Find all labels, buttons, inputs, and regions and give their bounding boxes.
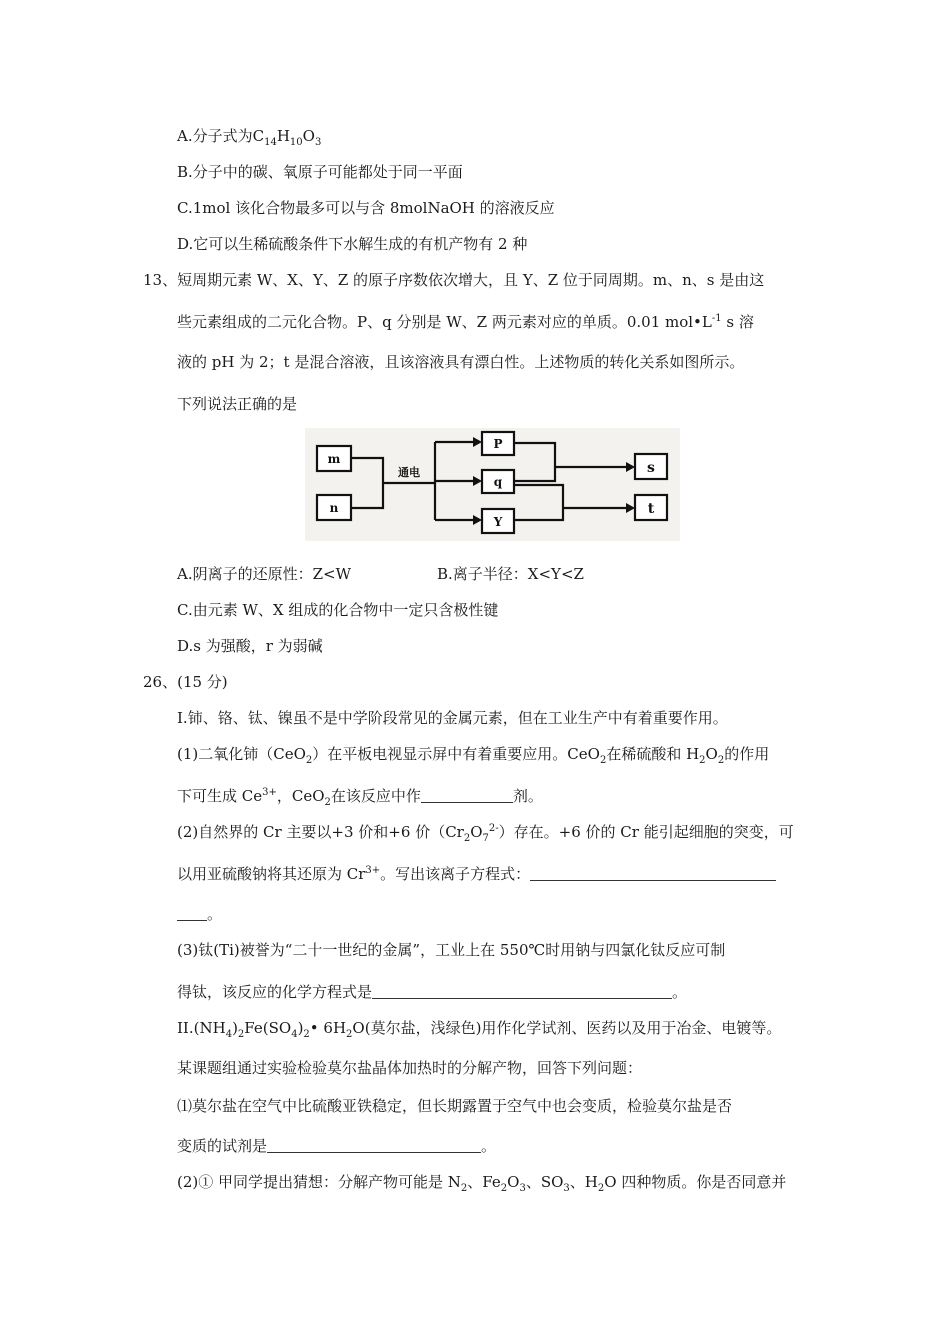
q26-header — [143, 672, 228, 692]
label-condition: 通电 — [398, 466, 420, 479]
q26-s1-line-2: 下可生成 $Ce^{3+}$，CeO$_2$在该反应中作 剂。 — [177, 787, 543, 808]
q13-stem-line-3: 液的 pH 为 2；t 是混合溶液，且该溶液具有漂白性。上述物质的转化关系如图所示。 — [177, 353, 745, 371]
q26-part2-line-2: 某课题组通过实验检验莫尔盐晶体加热时的分解产物，回答下列问题： — [177, 1059, 643, 1077]
answer-blank[interactable] — [421, 788, 513, 803]
q12-option-a: A.分子式为$C_{14}H_{10}O_3$ — [177, 127, 322, 148]
answer-blank[interactable] — [267, 1138, 481, 1153]
q26-part2-line-1: $II.(NH_4)_2Fe(SO_4)_2•$ $6H_2O$(莫尔盐，浅绿色)用作化学试剂、医药以及用于冶金、电镀等。 — [177, 1019, 782, 1040]
conversion-diagram — [305, 428, 680, 541]
q26-score: (15 分) — [177, 673, 228, 691]
q26-s2-line-2: 以用亚硫酸钠将其还原为 $Cr^{3+}$。写出该离子方程式： — [177, 864, 776, 884]
q26-s2-line-1: (2)自然界的 Cr 主要以+3 价和+6 价$(Cr_2O_7^{2-})$存在。+6 价的 Cr 能引起细胞的突变，可 — [177, 823, 794, 844]
q26-p1-line-1: ⑴莫尔盐在空气中比硫酸亚铁稳定，但长期露置于空气中也会变质，检验莫尔盐是否 — [177, 1097, 733, 1115]
answer-blank[interactable] — [372, 984, 672, 999]
q13-number: 13、 — [143, 271, 178, 289]
label-r: Y — [493, 515, 503, 529]
q26-p1-line-2: 变质的试剂是 。 — [177, 1137, 497, 1155]
q13-stem-line-4: 下列说法正确的是 — [177, 395, 298, 413]
q13-option-b: B.离子半径：X<Y<Z — [437, 565, 584, 583]
q12-option-d: D.它可以生稀硫酸条件下水解生成的有机产物有 2 种 — [177, 235, 528, 253]
label-q: q — [493, 475, 503, 489]
label-m: m — [327, 452, 341, 466]
q26-s2-line-3: 。 — [177, 904, 222, 924]
q26-s3-line-2: 得钛，该反应的化学方程式是 。 — [177, 983, 688, 1001]
q13-option-c: C.由元素 W、X 组成的化合物中一定只含极性键 — [177, 601, 499, 619]
q26-s3-line-1: (3)钛(Ti)被誉为“二十一世纪的金属”，工业上在 550℃时用钠与四氯化钛反应可制 — [177, 941, 726, 959]
label-p: P — [493, 437, 503, 451]
q12-option-b: B.分子中的碳、氧原子可能都处于同一平面 — [177, 163, 463, 181]
q13-option-d: D.s 为强酸，r 为弱碱 — [177, 637, 323, 655]
q26-number: 26、 — [143, 673, 178, 691]
q13-option-a: A.阴离子的还原性：Z<W — [177, 565, 352, 583]
answer-blank[interactable] — [177, 906, 207, 921]
answer-blank[interactable] — [530, 866, 776, 881]
q13-stem-line-2: 些元素组成的二元化合物。P、q 分别是 W、Z 两元素对应的单质。0.01 $mol•L^{-1}$ s 溶 — [177, 313, 754, 331]
label-n: n — [329, 501, 339, 515]
q26-p2-line-1: (2)① 甲同学提出猜想：分解产物可能是 $N_2$、$Fe_2O_3$、$SO_3$、$H_2O$ 四种物质。你是否同意并 — [177, 1173, 787, 1194]
label-t: t — [647, 501, 655, 517]
q26-s1-line-1: (1)二氧化铈（CeO$_2$）在平板电视显示屏中有着重要应用。CeO$_2$在稀硫酸和 $H_2O_2$的作用 — [177, 745, 770, 766]
q26-part1-intro: I.铈、铬、钛、镍虽不是中学阶段常见的金属元素，但在工业生产中有着重要作用。 — [177, 709, 728, 727]
q13-stem-line-1: 13、短周期元素 W、X、Y、Z 的原子序数依次增大，且 Y、Z 位于同周期。m、n、s 是由这 — [143, 271, 765, 289]
label-s: s — [647, 460, 655, 476]
q12-option-c: C.1mol 该化合物最多可以与含 8molNaOH 的溶液反应 — [177, 199, 555, 217]
